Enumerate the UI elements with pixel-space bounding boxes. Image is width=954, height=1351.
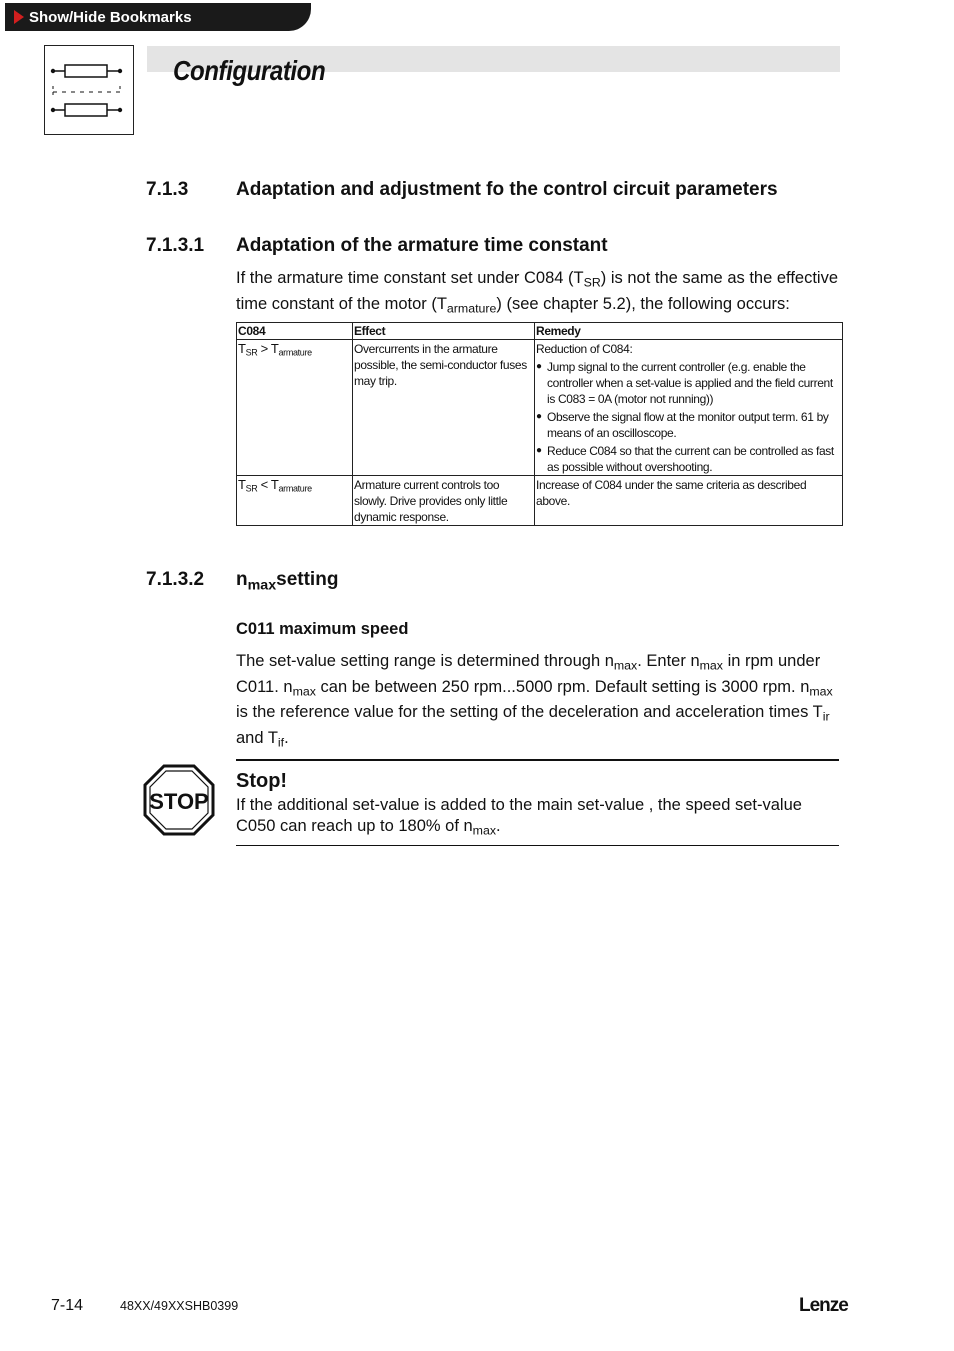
subsection-number: 7.1.3.2 (146, 569, 205, 590)
show-hide-bookmarks-button[interactable] (5, 3, 311, 31)
list-item: ● Reduce C084 so that the current can be controlled as fast as possible without overshooting. (536, 444, 834, 474)
table-header: Effect (353, 323, 535, 340)
stop-sign-icon (143, 764, 215, 836)
table-row (237, 476, 843, 526)
table-header-row (237, 323, 843, 340)
stop-title: Stop! (236, 770, 288, 792)
remedy-cell: Increase of C084 under the same criteria as described above. (535, 476, 843, 526)
svg-text:STOP: STOP (149, 789, 209, 814)
page-number: 7-14 (51, 1297, 84, 1314)
page-title: Configuration (173, 55, 326, 86)
table-header: Remedy (535, 323, 843, 340)
list-item: ● Observe the signal flow at the monitor output term. 61 by means of an oscilloscope. (536, 410, 829, 440)
table-header: C084 (237, 323, 353, 340)
remedy-cell (535, 340, 843, 476)
condition-cell: $T_{SR} > T_{armature}$ (237, 340, 353, 476)
intro-paragraph: If the armature time constant set under C084 $(T_{SR})$ is not the same as the effective time constant of the motor $(T_{armature})$ (see chapter 5.2), the following occurs: (236, 269, 839, 316)
stop-text: If the additional set-value is added to the main set-value , the speed set-value C050 can reach up to 180% of $n_{max}$. (236, 796, 802, 838)
bookmarks-label: Show/Hide Bookmarks (29, 8, 192, 26)
effect-cell: Armature current controls too slowly. Drive provides only little dynamic response. (353, 476, 535, 526)
section-title: Adaptation and adjustment fo the control circuit parameters (236, 179, 778, 200)
list-item: ● Jump signal to the current controller (e.g. enable the controller when a set-value is applied and the field current is C083 = 0A (motor not running)) (536, 360, 833, 406)
bullet-icon: ● (536, 411, 542, 422)
condition-cell: $T_{SR} < T_{armature}$ (237, 476, 353, 526)
section-number: 7.1.3 (146, 179, 189, 200)
divider (236, 845, 839, 846)
brand-logo: Lenze (799, 1295, 848, 1316)
circuit-diagram-icon (44, 45, 134, 135)
bullet-icon: ● (536, 445, 542, 456)
nmax-paragraph: The set-value setting range is determined through $n_{max}$. Enter $n_{max}$ in rpm under C011. $n_{max}$ can be between 250 rpm...5000 rpm. Default setting is 3000 rpm. $n_{max}$ is the reference value for the setting of the deceleration and acceleration times $T_{ir}$ and $T_{if}$. (236, 652, 833, 750)
divider (236, 759, 839, 761)
subsection-title: $n_{max}setting$ (236, 569, 339, 594)
subsection-title: Adaptation of the armature time constant (236, 235, 608, 256)
subheading: C011 maximum speed (236, 620, 409, 638)
table-row (237, 340, 843, 476)
document-code: 48XX/49XXSHB0399 (120, 1299, 239, 1313)
remedy-intro: Reduction of C084: (536, 342, 633, 356)
triangle-right-icon (14, 10, 24, 24)
effect-cell: Overcurrents in the armature possible, the semi-conductor fuses may trip. (353, 340, 535, 476)
armature-time-constant-table (236, 322, 843, 526)
subsection-number: 7.1.3.1 (146, 235, 205, 256)
bullet-icon: ● (536, 361, 542, 372)
